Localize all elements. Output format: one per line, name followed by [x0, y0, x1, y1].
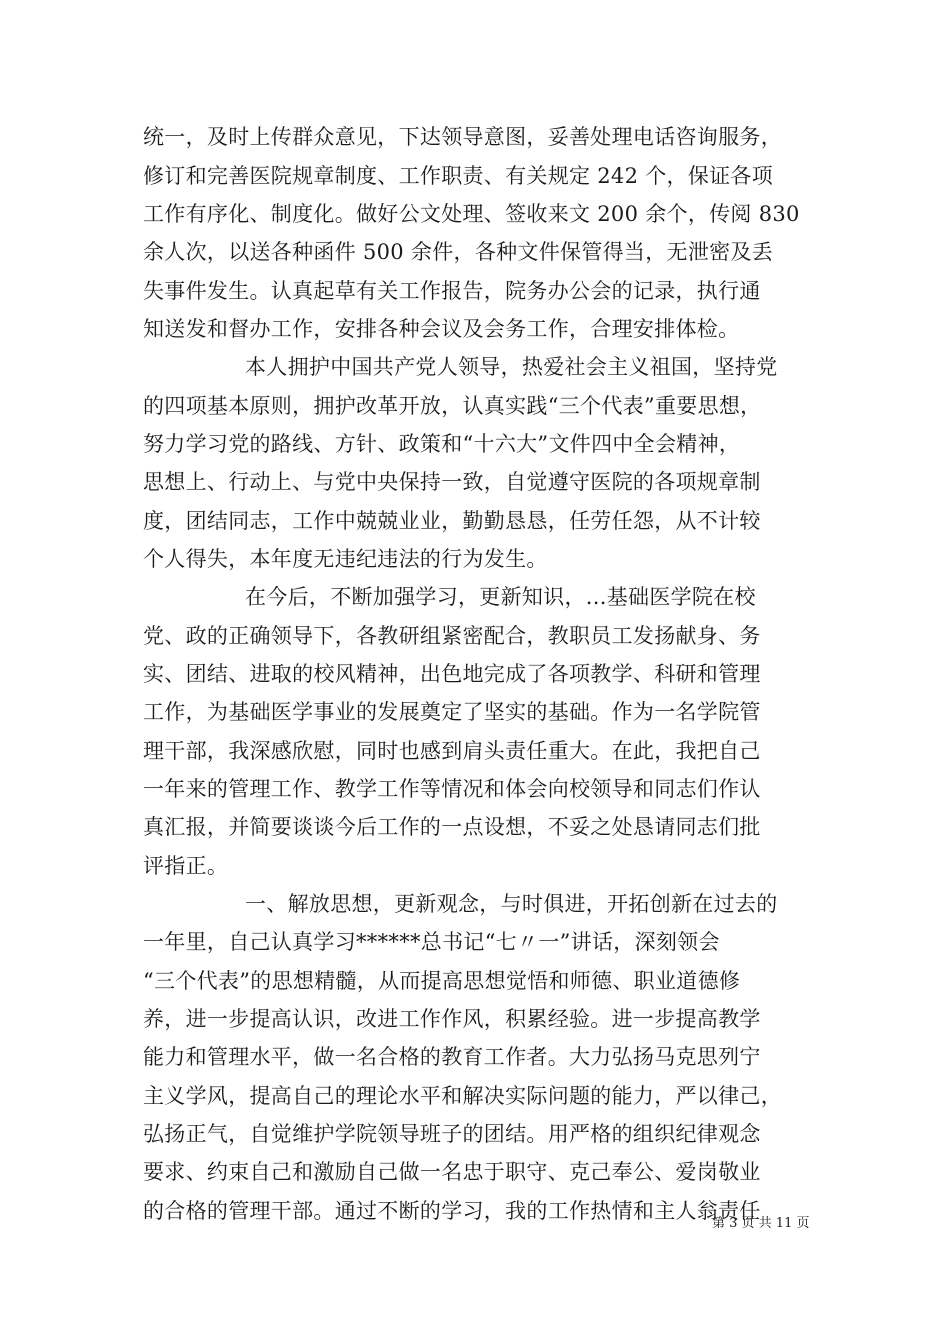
paragraph-4-line-6: 主义学风，提高自己的理论水平和解决实际问题的能力，严以律己， [143, 1084, 782, 1108]
paragraph-4-line-4: 养，进一步提高认识，改进工作作风，积累经验。进一步提高教学 [143, 1007, 761, 1031]
paragraph-3-line-7: 真汇报，并简要谈谈今后工作的一点设想，不妥之处恳请同志们批 [143, 815, 761, 839]
paragraph-1-line-2: 修订和完善医院规章制度、工作职责、有关规定 242 个，保证各项 [143, 164, 774, 188]
paragraph-4-line-1: 一、解放思想，更新观念，与时俱进，开拓创新在过去的 [245, 892, 778, 916]
paragraph-2-line-5: 度，团结同志，工作中兢兢业业，勤勤恳恳，任劳任怨，从不计较 [143, 509, 761, 533]
paragraph-1-line-4: 余人次，以送各种函件 500 余件，各种文件保管得当，无泄密及丢 [143, 240, 774, 264]
paragraph-1-line-3: 工作有序化、制度化。做好公文处理、签收来文 200 余个，传阅 830 [143, 202, 800, 226]
paragraph-2-line-2: 的四项基本原则，拥护改革开放，认真实践“三个代表”重要思想， [143, 394, 762, 418]
paragraph-3-line-3: 实、团结、进取的校风精神，出色地完成了各项教学、科研和管理 [143, 662, 761, 686]
paragraph-3-line-2: 党、政的正确领导下，各教研组紧密配合，教职员工发扬献身、务 [143, 624, 761, 648]
paragraph-2-line-6: 个人得失，本年度无违纪违法的行为发生。 [143, 547, 548, 571]
paragraph-4-line-7: 弘扬正气，自觉维护学院领导班子的团结。用严格的组织纪律观念 [143, 1122, 761, 1146]
paragraph-1-line-6: 知送发和督办工作，安排各种会议及会务工作，合理安排体检。 [143, 317, 740, 341]
paragraph-4-line-8: 要求、约束自己和激励自己做一名忠于职守、克己奉公、爱岗敬业 [143, 1160, 761, 1184]
paragraph-2-line-1: 本人拥护中国共产党人领导，热爱社会主义祖国，坚持党 [245, 355, 778, 379]
paragraph-4-line-5: 能力和管理水平，做一名合格的教育工作者。大力弘扬马克思列宁 [143, 1045, 761, 1069]
paragraph-3-line-6: 一年来的管理工作、教学工作等情况和体会向校领导和同志们作认 [143, 777, 761, 801]
page-number-footer: 第 3 页 共 11 页 [712, 1216, 810, 1231]
paragraph-4-line-3: “三个代表”的思想精髓，从而提高思想觉悟和师德、职业道德修 [143, 969, 741, 993]
paragraph-3-line-8: 评指正。 [143, 854, 229, 878]
paragraph-1-line-5: 失事件发生。认真起草有关工作报告，院务办公会的记录，执行通 [143, 279, 761, 303]
paragraph-4-line-9: 的合格的管理干部。通过不断的学习，我的工作热情和主人翁责任 [143, 1199, 761, 1223]
paragraph-2-line-3: 努力学习党的路线、方针、政策和“十六大”文件四中全会精神， [143, 432, 741, 456]
paragraph-3-line-5: 理干部，我深感欣慰，同时也感到肩头责任重大。在此，我把自己 [143, 739, 761, 763]
paragraph-3-line-4: 工作，为基础医学事业的发展奠定了坚实的基础。作为一名学院管 [143, 700, 761, 724]
paragraph-2-line-4: 思想上、行动上、与党中央保持一致，自觉遵守医院的各项规章制 [143, 470, 761, 494]
paragraph-1-line-1: 统一，及时上传群众意见，下达领导意图，妥善处理电话咨询服务， [143, 125, 782, 149]
paragraph-3-line-1: 在今后，不断加强学习，更新知识，...基础医学院在校 [245, 585, 756, 609]
paragraph-4-line-2: 一年里，自己认真学习******总书记“七〃一”讲话，深刻领会 [143, 930, 720, 954]
